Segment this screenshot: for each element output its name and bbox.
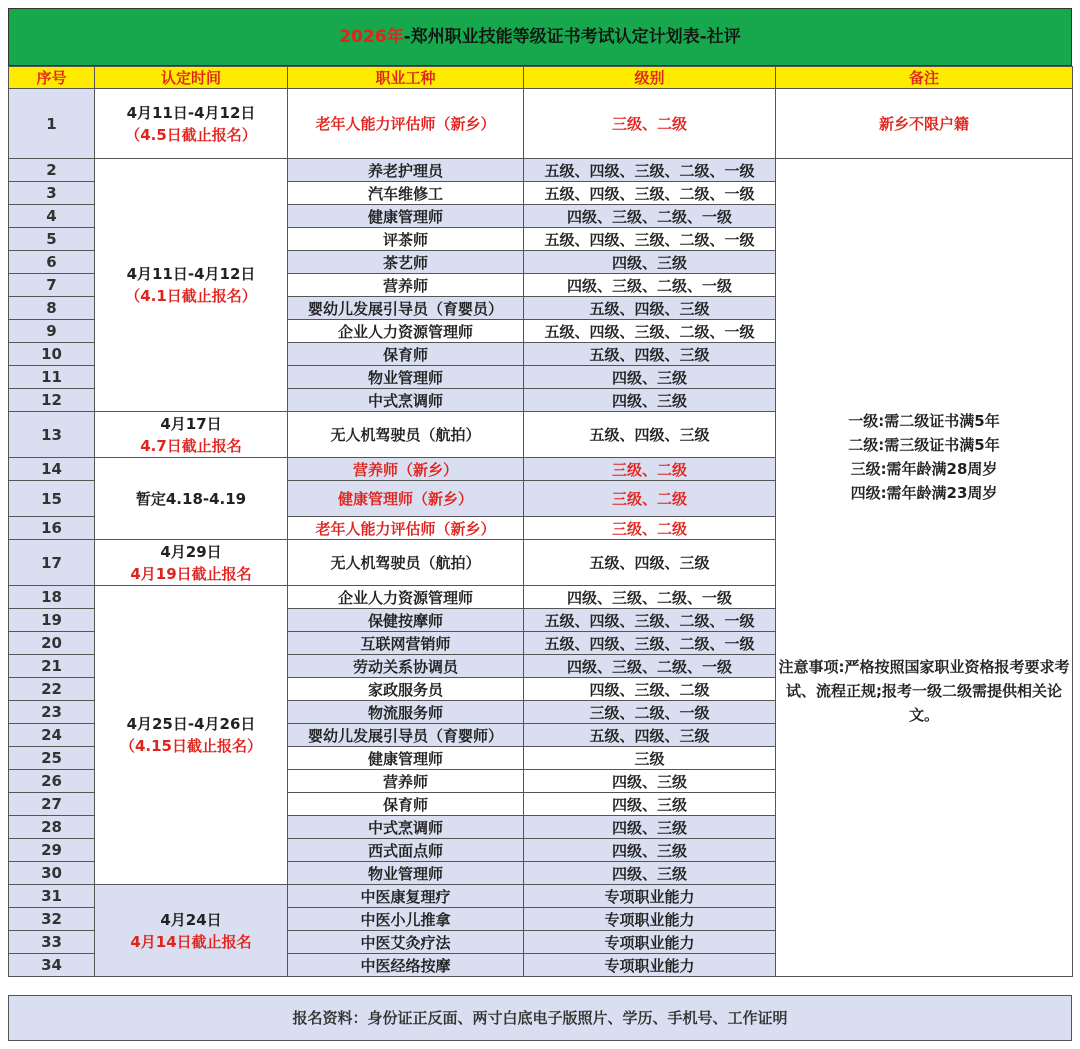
page-title [8,8,1072,66]
level-list: 五级、四级、三级 [524,297,776,320]
exam-date-cell [95,89,288,159]
job-name: 评茶师 [288,228,524,251]
exam-date-cell [95,412,288,458]
exam-date: 4月25日-4月26日 [126,715,256,733]
registration-deadline: （4.15日截止报名） [119,737,262,755]
exam-date: 4月11日-4月12日 [126,265,256,283]
job-name: 无人机驾驶员（航拍） [288,412,524,458]
col-header-job: 职业工种 [288,67,524,89]
row-number: 14 [9,458,95,481]
job-name: 茶艺师 [288,251,524,274]
row-number: 21 [9,655,95,678]
level-list: 专项职业能力 [524,931,776,954]
col-header-remark: 备注 [776,67,1073,89]
title-year: 2026年 [339,27,404,47]
level-list: 五级、四级、三级、二级、一级 [524,228,776,251]
level-requirements [778,409,1070,505]
level-list: 五级、四级、三级 [524,724,776,747]
row-number: 3 [9,182,95,205]
level-list: 四级、三级、二级、一级 [524,274,776,297]
row-number: 15 [9,481,95,517]
level-list: 五级、四级、三级 [524,540,776,586]
level-list: 四级、三级、二级 [524,678,776,701]
level-list: 四级、三级 [524,251,776,274]
job-name: 保育师 [288,793,524,816]
registration-deadline: （4.1日截止报名） [125,287,257,305]
row-number: 22 [9,678,95,701]
job-name: 企业人力资源管理师 [288,586,524,609]
job-name: 中医艾灸疗法 [288,931,524,954]
table-body [9,89,1073,977]
exam-date-cell [95,885,288,977]
requirement-line: 四级:需年龄满23周岁 [850,483,998,502]
level-list: 五级、四级、三级、二级、一级 [524,609,776,632]
row-number: 18 [9,586,95,609]
schedule-sheet [8,8,1072,1040]
caution-note: 注意事项:严格按照国家职业资格报考要求考试、流程正规;报考一级二级需提供相关论文。 [778,657,1070,724]
requirement-line: 一级:需二级证书满5年 [848,411,1000,430]
job-name: 企业人力资源管理师 [288,320,524,343]
table-row [9,89,1073,159]
level-list: 四级、三级、二级、一级 [524,655,776,678]
job-name: 营养师 [288,770,524,793]
row-number: 23 [9,701,95,724]
row-number: 24 [9,724,95,747]
row-number: 25 [9,747,95,770]
remark-notes [776,159,1073,977]
row-number: 16 [9,517,95,540]
row-number: 1 [9,89,95,159]
row-number: 10 [9,343,95,366]
remark-household: 新乡不限户籍 [776,89,1073,159]
job-name: 老年人能力评估师（新乡） [288,517,524,540]
row-number: 5 [9,228,95,251]
exam-date: 4月11日-4月12日 [126,103,256,122]
job-name: 老年人能力评估师（新乡） [288,89,524,159]
level-list: 三级、二级 [524,517,776,540]
title-text: -郑州职业技能等级证书考试认定计划表-社评 [403,27,741,47]
row-number: 33 [9,931,95,954]
col-header-no: 序号 [9,67,95,89]
exam-date: 4月17日 [160,414,222,433]
job-name: 无人机驾驶员（航拍） [288,540,524,586]
job-name: 中式烹调师 [288,389,524,412]
level-list: 四级、三级、二级、一级 [524,205,776,228]
level-list: 五级、四级、三级 [524,343,776,366]
row-number: 32 [9,908,95,931]
level-list: 五级、四级、三级、二级、一级 [524,320,776,343]
row-number: 20 [9,632,95,655]
exam-date-cell [95,159,288,412]
schedule-table [8,66,1073,977]
exam-date: 4月24日 [160,910,222,929]
job-name: 物流服务师 [288,701,524,724]
row-number: 19 [9,609,95,632]
level-list: 四级、三级、二级、一级 [524,586,776,609]
job-name: 健康管理师（新乡） [288,481,524,517]
row-number: 26 [9,770,95,793]
registration-deadline: 4月14日截止报名 [130,932,252,951]
job-name: 中医小儿推拿 [288,908,524,931]
level-list: 三级、二级、一级 [524,701,776,724]
level-list: 五级、四级、三级、二级、一级 [524,159,776,182]
row-number: 2 [9,159,95,182]
row-number: 27 [9,793,95,816]
row-number: 6 [9,251,95,274]
table-row [9,159,1073,182]
level-list: 三级 [524,747,776,770]
job-name: 物业管理师 [288,862,524,885]
job-name: 物业管理师 [288,366,524,389]
exam-date: 4月29日 [160,542,222,561]
level-list: 四级、三级 [524,389,776,412]
level-list: 四级、三级 [524,793,776,816]
requirement-line: 三级:需年龄满28周岁 [850,459,998,478]
level-list: 四级、三级 [524,770,776,793]
level-list: 三级、二级 [524,458,776,481]
row-number: 30 [9,862,95,885]
row-number: 17 [9,540,95,586]
exam-date-cell [95,540,288,586]
job-name: 家政服务员 [288,678,524,701]
row-number: 28 [9,816,95,839]
job-name: 汽车维修工 [288,182,524,205]
row-number: 29 [9,839,95,862]
row-number: 11 [9,366,95,389]
level-list: 四级、三级 [524,839,776,862]
job-name: 西式面点师 [288,839,524,862]
row-number: 9 [9,320,95,343]
job-name: 健康管理师 [288,747,524,770]
job-name: 养老护理员 [288,159,524,182]
exam-date-cell [95,458,288,540]
job-name: 中医经络按摩 [288,954,524,977]
job-name: 婴幼儿发展引导员（育婴员） [288,297,524,320]
registration-deadline: 4月19日截止报名 [130,564,252,583]
exam-date-cell [95,586,288,885]
registration-deadline: 4.7日截止报名 [140,436,242,455]
level-list: 四级、三级 [524,366,776,389]
registration-deadline: （4.5日截止报名） [125,125,257,144]
level-list: 四级、三级 [524,816,776,839]
row-number: 8 [9,297,95,320]
row-number: 34 [9,954,95,977]
job-name: 劳动关系协调员 [288,655,524,678]
level-list: 专项职业能力 [524,954,776,977]
row-number: 12 [9,389,95,412]
row-number: 13 [9,412,95,458]
footer-materials: 报名资料：身份证正反面、两寸白底电子版照片、学历、手机号、工作证明 [8,995,1072,1041]
level-list: 五级、四级、三级、二级、一级 [524,632,776,655]
row-number: 7 [9,274,95,297]
job-name: 婴幼儿发展引导员（育婴师） [288,724,524,747]
level-list: 专项职业能力 [524,908,776,931]
job-name: 保育师 [288,343,524,366]
col-header-level: 级别 [524,67,776,89]
job-name: 营养师 [288,274,524,297]
requirement-line: 二级:需三级证书满5年 [848,435,1000,454]
job-name: 营养师（新乡） [288,458,524,481]
level-list: 三级、二级 [524,481,776,517]
job-name: 中式烹调师 [288,816,524,839]
level-list: 五级、四级、三级 [524,412,776,458]
job-name: 互联网营销师 [288,632,524,655]
level-list: 三级、二级 [524,89,776,159]
level-list: 五级、四级、三级、二级、一级 [524,182,776,205]
level-list: 专项职业能力 [524,885,776,908]
level-list: 四级、三级 [524,862,776,885]
table-header-row [9,67,1073,89]
job-name: 中医康复理疗 [288,885,524,908]
exam-date: 暂定4.18-4.19 [135,489,247,508]
row-number: 31 [9,885,95,908]
job-name: 健康管理师 [288,205,524,228]
col-header-date: 认定时间 [95,67,288,89]
job-name: 保健按摩师 [288,609,524,632]
row-number: 4 [9,205,95,228]
